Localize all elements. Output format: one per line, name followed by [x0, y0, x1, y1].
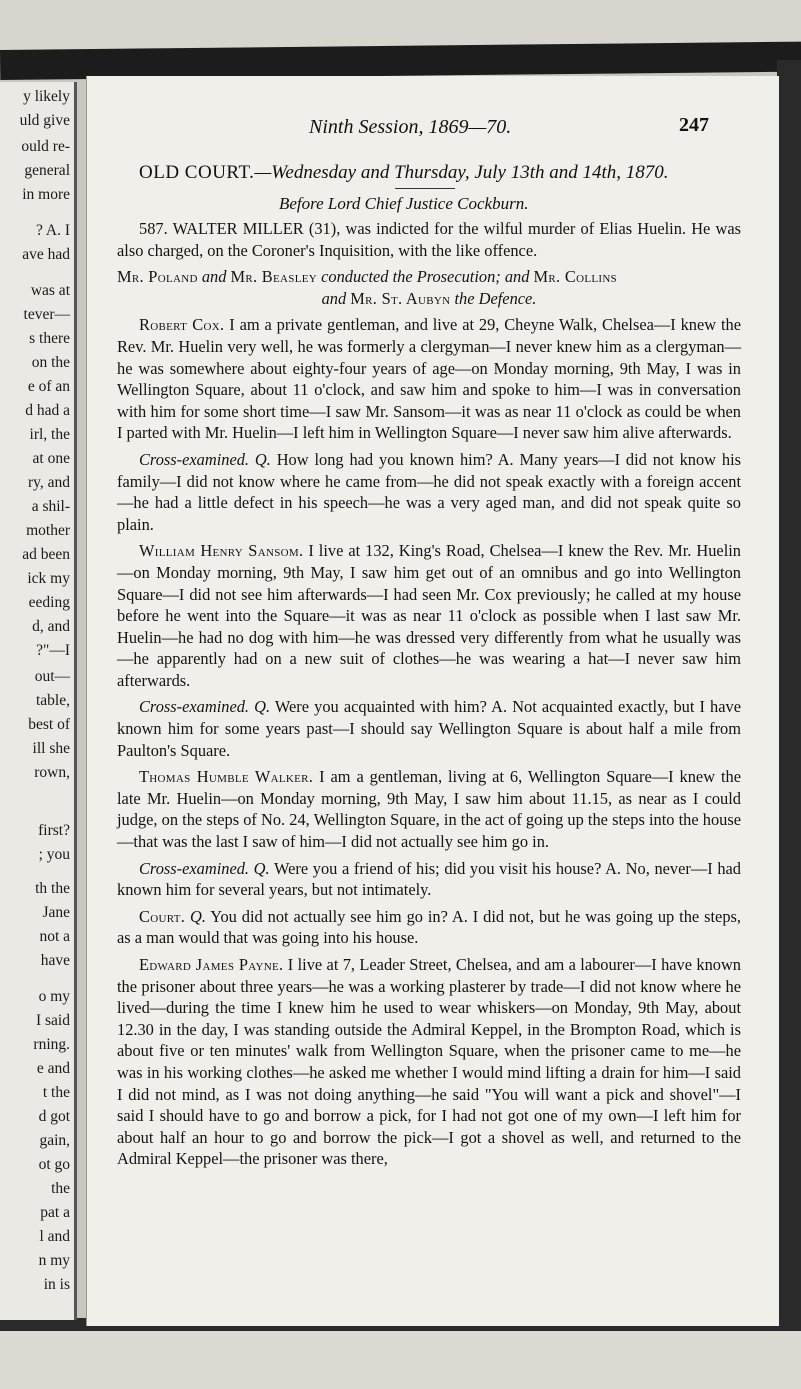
witness-name: Thomas Humble Walker.: [139, 767, 314, 787]
facing-page-text: ry, and: [27, 474, 70, 491]
testimony-paragraph: [117, 858, 741, 901]
facing-page-text: n my: [38, 1252, 70, 1269]
facing-page-text: eeding: [28, 594, 70, 611]
facing-page-text: tever—: [23, 306, 70, 323]
heading-rule: [395, 188, 455, 189]
facing-page-text: ould re-: [21, 138, 70, 155]
case-paragraph: 587. WALTER MILLER (31), was indicted for the wilful murder of Elias Huelin. He was also charged, on the Coroner's Inquisition, with the like offence.: [117, 219, 741, 260]
counsel-text: conducted the Prosecution; and: [317, 267, 534, 287]
counsel-line-2: [117, 288, 741, 310]
facing-page-text: best of: [28, 716, 70, 733]
facing-page-text: l and: [39, 1228, 70, 1245]
facing-page-text: e and: [36, 1060, 70, 1077]
facing-page-text: Jane: [42, 904, 70, 921]
presiding-judge: Before Lord Chief Justice Cockburn.: [279, 194, 529, 213]
facing-page-text: not a: [39, 928, 70, 945]
witness-name: Robert Cox.: [139, 315, 225, 335]
scan-bottom-margin: [0, 1331, 801, 1389]
facing-page-text: rning.: [33, 1036, 70, 1053]
counsel-name: Mr. St. Aubyn: [350, 288, 451, 308]
facing-page-text: rown,: [34, 764, 70, 781]
facing-page-text: gain,: [39, 1132, 70, 1149]
facing-page-text: ? A. I: [35, 222, 70, 239]
facing-page-text: d, and: [32, 618, 70, 635]
facing-page-text: irl, the: [29, 426, 70, 443]
facing-page-text: y likely: [23, 88, 70, 105]
counsel-text: and: [321, 288, 351, 308]
facing-page-text: ick my: [27, 570, 70, 587]
facing-page-text: ill she: [32, 740, 70, 757]
facing-page-text: first?: [38, 822, 70, 839]
facing-page-text: mother: [26, 522, 70, 539]
facing-page-text: out—: [34, 668, 70, 685]
facing-page-text: e of an: [27, 378, 70, 395]
testimony-paragraph: [117, 906, 741, 949]
counsel-text: and: [197, 267, 231, 287]
facing-page-text: have: [40, 952, 70, 969]
court-date: —Wednesday and Thursday, July 13th and 14th, 1870.: [254, 162, 669, 183]
witness-name: Court.: [139, 906, 186, 926]
counsel-name: Mr. Beasley: [230, 267, 318, 287]
facing-page-text: ot go: [38, 1156, 70, 1173]
facing-page-fragment: [0, 82, 77, 1320]
counsel-name: Mr. Collins: [533, 267, 617, 287]
page-number: 247: [679, 114, 709, 136]
examination-label: Cross-examined. Q.: [139, 449, 271, 469]
counsel-text: the Defence.: [450, 288, 537, 308]
facing-page-text: at one: [32, 450, 70, 467]
facing-page-text: o my: [38, 988, 70, 1005]
facing-page-text: uld give: [19, 112, 70, 129]
court-heading: [139, 162, 669, 184]
facing-page-text: on the: [31, 354, 70, 371]
testimony-text: Were you acquainted with him? A. Not acquainted exactly, but I have known him for some years past—I should say Wellington Square is about half a mile from Paulton's Square.: [117, 697, 741, 760]
testimony-text: I am a private gentleman, and live at 29, Cheyne Walk, Chelsea—I knew the Rev. Mr. Huelin very well, he was formerly a clergyman—I never knew him as a clergyman—he was somewhere about eighty-four years of age—on Monday morning, 9th May, I was in Wellington Square, about 11 o'clock, and saw him and spoke to him—I was in conversation with him for some short time—I saw Mr. Sansom—it was as near 11 o'clock as could be when I parted with Mr. Huelin—I left him in Wellington Square—I never saw him alive afterwards.: [117, 315, 741, 443]
facing-page-text: pat a: [40, 1204, 70, 1221]
facing-page-text: in is: [43, 1276, 70, 1293]
examination-label: Cross-examined. Q.: [139, 858, 270, 878]
facing-page-text: th the: [35, 880, 70, 897]
facing-page-text: I said: [35, 1012, 70, 1029]
witness-name: Edward James Payne.: [139, 955, 284, 974]
facing-page-text: was at: [30, 282, 70, 299]
testimony-paragraph: [117, 540, 741, 691]
running-head: Ninth Session, 1869—70.: [309, 116, 512, 138]
facing-page-text: s there: [29, 330, 70, 347]
examination-label: Cross-examined. Q.: [139, 697, 271, 717]
testimony-text: I live at 132, King's Road, Chelsea—I knew the Rev. Mr. Huelin—on Monday morning, 9th May, I saw him get out of an omnibus and go into Wellington Square—I did not see him afterwards—I had seen Mr. Cox previously; he called at my house before he went into the Square—it was as near 11 o'clock as possible when I last saw Mr. Huelin—he had no dog with him—he was dressed very differently from what he usually was—he apparently had on a new suit of clothes—he was wearing a hat—I never saw him afterwards.: [117, 541, 741, 690]
facing-page-text: ad been: [22, 546, 70, 563]
witness-name: William Henry Sansom.: [139, 541, 304, 561]
testimony-text: I live at 7, Leader Street, Chelsea, and am a labourer—I have known the prisoner about three years—he was a working plasterer by trade—I did not know where he lived—during the time I knew him he used to wear whiskers—on Monday, 9th May, about 12.30 in the day, I was standing outside the Admiral Keppel, in the Brompton Road, which is about five or ten minutes' walk from Wellington Square, when the prisoner came to me—he was in his working clothes—he asked me whether I would mind lifting a drain for him—I said I did not mind, as I was not doing anything—he said "You will want a pick and shovel"—I said I should have to go and borrow a pick, for I had not got one of my own—I left him for about half an hour to go and borrow the pick—I got a shovel as well, and returned to the Admiral Keppel—the prisoner was there,: [117, 955, 741, 1169]
testimony-text: Were you a friend of his; did you visit his house? A. No, never—I had known him for several years, but not intimately.: [117, 858, 742, 900]
testimony-text: How long had you known him? A. Many years—I did not know his family—I did not know where he came from—he did not speak exactly with a foreign accent—he had a little defect in his speech—he was a very aged man, and did not speak quite so plain.: [117, 449, 742, 534]
testimony-paragraph: [117, 954, 741, 1170]
book-right-edge: [777, 60, 801, 1330]
testimony-paragraph: [117, 696, 741, 761]
facing-page-text: ; you: [38, 846, 70, 863]
facing-page-text: table,: [36, 692, 70, 709]
testimony-text: You did not actually see him go in? A. I did not, but he was going up the steps, as a man would that was going into his house.: [117, 906, 741, 948]
counsel-line-1: [117, 266, 741, 288]
facing-page-text: t the: [42, 1084, 70, 1101]
document-body: [117, 218, 741, 1170]
testimony-paragraph: [117, 766, 741, 852]
testimony-paragraph: [117, 449, 741, 535]
facing-page-text: in more: [22, 186, 70, 203]
facing-page-text: ave had: [22, 246, 70, 263]
facing-page-text: d had a: [25, 402, 70, 419]
testimony-text: I am a gentleman, living at 6, Wellington Square—I knew the late Mr. Huelin—on Monday morning, 9th May, I saw him about 11.15, as near as I could judge, on the steps of No. 24, Wellington Square, in the act of going up the steps into the house—that was the last I saw of him—I did not actually see him go in.: [117, 767, 741, 852]
facing-page-text: ?"—I: [36, 642, 70, 659]
page-header: [87, 116, 779, 144]
facing-page-text: general: [24, 162, 70, 179]
document-page: [86, 76, 779, 1326]
testimony-paragraph: [117, 314, 741, 444]
examination-label: Q.: [185, 906, 206, 926]
facing-page-text: the: [51, 1180, 70, 1197]
facing-page-text: d got: [38, 1108, 70, 1125]
counsel-name: Mr. Poland: [117, 267, 198, 287]
facing-page-text: a shil-: [31, 498, 70, 515]
court-name: OLD COURT.: [139, 162, 255, 183]
testimony-list: [117, 314, 741, 1170]
